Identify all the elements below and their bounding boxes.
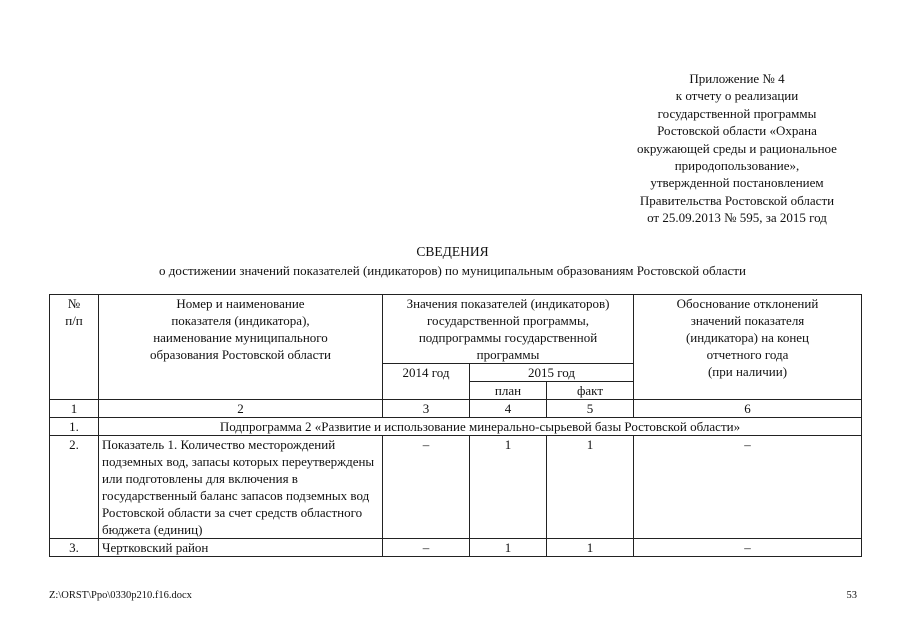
column-number: 3 (383, 400, 470, 418)
header-values: Значения показателей (индикаторов) государственной программы, подпрограммы государственной программы (383, 295, 634, 364)
appendix-line: Правительства Ростовской области (639, 192, 835, 208)
header-justification: Обоснование отклонений значений показателя (индикатора) на конец отчетного года (при наличии) (634, 295, 862, 400)
indicator-name: Показатель 1. Количество месторождений подземных вод, запасы которых переутверждены или подготовлены для включения в государственный баланс запасов подземных вод Ростовской области за счет средств областного бюджета (единиц) (99, 436, 383, 539)
appendix-line: Приложение № 4 (689, 71, 785, 86)
header-plan: план (470, 382, 547, 400)
justification: – (634, 436, 862, 539)
column-number: 4 (470, 400, 547, 418)
table-row (50, 539, 862, 557)
header-row (50, 295, 862, 364)
justification: – (634, 539, 862, 557)
row-number: 1. (50, 418, 99, 436)
column-number: 5 (547, 400, 634, 418)
appendix-line: утвержденной постановлением (650, 175, 824, 191)
column-numbers-row (50, 400, 862, 418)
value-fact: 1 (547, 436, 634, 539)
column-number: 2 (99, 400, 383, 418)
header-year-2015: 2015 год (470, 364, 634, 382)
value-plan: 1 (470, 539, 547, 557)
column-number: 1 (50, 400, 99, 418)
header-name: Номер и наименование показателя (индикатора), наименование муниципального образования Ростовской области (99, 295, 383, 400)
document-title: СВЕДЕНИЯ (416, 244, 489, 259)
value-fact: 1 (547, 539, 634, 557)
appendix-line: государственной программы (657, 105, 817, 121)
header-year-2014: 2014 год (383, 364, 470, 400)
header-fact: факт (547, 382, 634, 400)
appendix-line: природопользование», (674, 158, 800, 174)
appendix-block (617, 70, 857, 227)
subprogram-row (50, 418, 862, 436)
indicators-table (49, 294, 862, 557)
value-2014: – (383, 436, 470, 539)
district-name: Чертковский район (99, 539, 383, 557)
value-plan: 1 (470, 436, 547, 539)
appendix-line: Ростовской области «Охрана (657, 123, 817, 139)
row-number: 2. (50, 436, 99, 539)
footer-file-path: Z:\ORST\Ppo\0330p210.f16.docx (49, 590, 192, 601)
header-num: № п/п (50, 295, 99, 400)
column-number: 6 (634, 400, 862, 418)
appendix-line: от 25.09.2013 № 595, за 2015 год (647, 210, 827, 226)
document-subtitle: о достижении значений показателей (индикаторов) по муниципальным образованиям Ростовской области (159, 263, 746, 278)
appendix-line: к отчету о реализации (675, 88, 799, 104)
page-number: 53 (846, 590, 857, 601)
subprogram-title: Подпрограмма 2 «Развитие и использование минерально-сырьевой базы Ростовской области» (99, 418, 862, 436)
appendix-line: окружающей среды и рациональное (637, 140, 837, 156)
row-number: 3. (50, 539, 99, 557)
value-2014: – (383, 539, 470, 557)
table-row (50, 436, 862, 539)
